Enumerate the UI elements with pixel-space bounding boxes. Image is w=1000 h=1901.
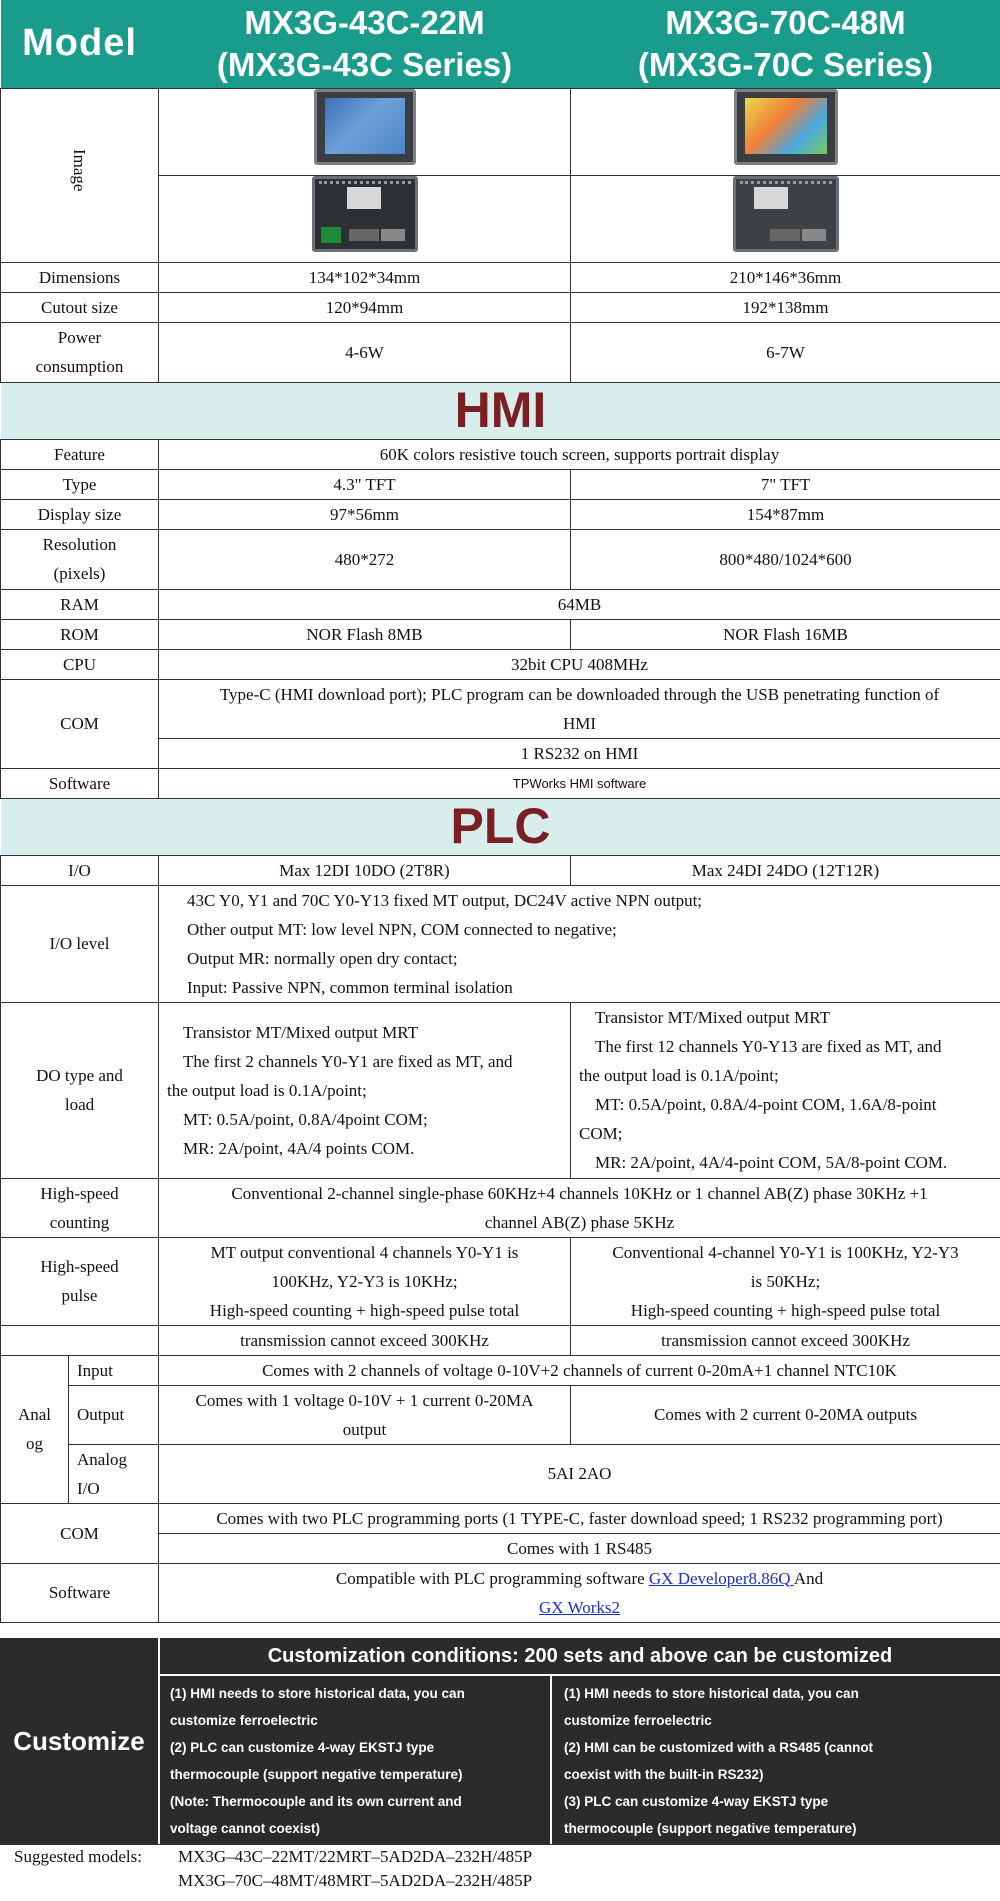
customize-title: Customization conditions: 200 sets and above can be customized bbox=[160, 1638, 1000, 1676]
dimensions-value-2: 210*146*36mm bbox=[571, 262, 1000, 292]
customize-label: Customize bbox=[0, 1638, 160, 1844]
plc-io-value-1: Max 12DI 10DO (2T8R) bbox=[159, 855, 571, 885]
plc-com-label: COM bbox=[1, 1503, 159, 1563]
do-type-line: Transistor MT/Mixed output MRT bbox=[167, 1018, 562, 1047]
power-label-line1: Power bbox=[9, 323, 150, 352]
io-level-line: Input: Passive NPN, common terminal isolation bbox=[187, 973, 992, 1002]
hs-pulse-line: High-speed counting + high-speed pulse total bbox=[167, 1296, 562, 1325]
hmi-resolution-label-line1: Resolution bbox=[9, 530, 150, 559]
power-value-1: 4-6W bbox=[159, 322, 571, 382]
hs-pulse-line: is 50KHz; bbox=[579, 1267, 992, 1296]
plc-analog-output-label: Output bbox=[69, 1385, 159, 1444]
plc-hs-pulse-value-1 bbox=[159, 1237, 571, 1325]
hmi-display-size-value-1: 97*56mm bbox=[159, 499, 571, 529]
plc-analog-io-label-line2: I/O bbox=[77, 1474, 150, 1503]
customize-line: voltage cannot coexist) bbox=[170, 1815, 542, 1842]
plc-hs-pulse-label-line2: pulse bbox=[9, 1281, 150, 1310]
plc-io-value-2: Max 24DI 24DO (12T12R) bbox=[571, 855, 1000, 885]
gx-developer-link[interactable]: GX Developer8.86Q bbox=[649, 1569, 794, 1588]
plc-analog-io-label bbox=[69, 1444, 159, 1503]
hmi-display-size-value-2: 154*87mm bbox=[571, 499, 1000, 529]
suggested-models bbox=[0, 1844, 1000, 1901]
model-col1-name: MX3G-43C-22M bbox=[167, 2, 563, 44]
plc-io-level-label: I/O level bbox=[1, 885, 159, 1002]
model-col2-heading bbox=[571, 0, 1000, 88]
dimensions-value-1: 134*102*34mm bbox=[159, 262, 571, 292]
customize-section bbox=[0, 1638, 1000, 1844]
hs-pulse-line: MT output conventional 4 channels Y0-Y1 is bbox=[167, 1238, 562, 1267]
hmi-ram-label: RAM bbox=[1, 589, 159, 619]
do-type-line: MR: 2A/point, 4A/4-point COM, 5A/8-point COM. bbox=[579, 1148, 992, 1177]
image-label-cell bbox=[1, 88, 159, 262]
do-type-line: COM; bbox=[579, 1119, 992, 1148]
cutout-label: Cutout size bbox=[1, 292, 159, 322]
plc-io-level-value bbox=[159, 885, 1000, 1002]
hmi-com-label: COM bbox=[1, 679, 159, 768]
do-type-line: The first 12 channels Y0-Y13 are fixed as MT, and bbox=[579, 1032, 992, 1061]
customize-line: customize ferroelectric bbox=[170, 1707, 542, 1734]
model-col2-series: (MX3G-70C Series) bbox=[579, 44, 993, 86]
plc-hs-pulse-label-line1: High-speed bbox=[9, 1252, 150, 1281]
device1-back-cell bbox=[159, 175, 571, 262]
power-value-2: 6-7W bbox=[571, 322, 1000, 382]
model-col1-series: (MX3G-43C Series) bbox=[167, 44, 563, 86]
plc-analog-io-label-line1: Analog bbox=[77, 1445, 150, 1474]
hmi-type-label: Type bbox=[1, 469, 159, 499]
hmi-software-label: Software bbox=[1, 768, 159, 798]
customize-line: thermocouple (support negative temperature) bbox=[564, 1815, 992, 1842]
plc-hs-pulse-label bbox=[1, 1237, 159, 1325]
plc-analog-input-value: Comes with 2 channels of voltage 0-10V+2 channels of current 0-20mA+1 channel NTC10K bbox=[159, 1355, 1000, 1385]
plc-analog-output-value-1 bbox=[159, 1385, 571, 1444]
power-label bbox=[1, 322, 159, 382]
hmi-resolution-label bbox=[1, 529, 159, 589]
header-row bbox=[1, 0, 1000, 88]
customize-line: (2) PLC can customize 4-way EKSTJ type bbox=[170, 1734, 542, 1761]
suggested-model-1: MX3G–43C–22MT/22MRT–5AD2DA–232H/485P bbox=[178, 1847, 532, 1867]
cutout-value-2: 192*138mm bbox=[571, 292, 1000, 322]
plc-analog-output-value-2: Comes with 2 current 0-20MA outputs bbox=[571, 1385, 1000, 1444]
hmi-com-value bbox=[159, 679, 1000, 738]
plc-section-row bbox=[1, 798, 1000, 855]
hs-pulse-line: High-speed counting + high-speed pulse total bbox=[579, 1296, 992, 1325]
plc-analog-label-line1: Anal bbox=[9, 1400, 60, 1429]
plc-software-text: Compatible with PLC programming software bbox=[336, 1569, 649, 1588]
do-type-line: the output load is 0.1A/point; bbox=[167, 1076, 562, 1105]
dimensions-row bbox=[1, 262, 1000, 292]
power-label-line2: consumption bbox=[9, 352, 150, 381]
hs-counting-line2: channel AB(Z) phase 5KHz bbox=[167, 1208, 992, 1237]
hmi-feature-label: Feature bbox=[1, 439, 159, 469]
hmi-rom-label: ROM bbox=[1, 619, 159, 649]
plc-hs-counting-value bbox=[159, 1178, 1000, 1237]
plc-io-label: I/O bbox=[1, 855, 159, 885]
model-col1-heading bbox=[159, 0, 571, 88]
customize-line: coexist with the built-in RS232) bbox=[564, 1761, 992, 1788]
customize-line: (2) HMI can be customized with a RS485 (cannot bbox=[564, 1734, 992, 1761]
model-col2-name: MX3G-70C-48M bbox=[579, 2, 993, 44]
model-label: Model bbox=[1, 0, 159, 88]
plc-section-title: PLC bbox=[1, 798, 1000, 855]
customize-line: thermocouple (support negative temperature) bbox=[170, 1761, 542, 1788]
device2-back-image bbox=[733, 176, 839, 252]
hmi-software-value: TPWorks HMI software bbox=[159, 768, 1000, 798]
customize-line: (1) HMI needs to store historical data, you can bbox=[170, 1680, 542, 1707]
customize-line: customize ferroelectric bbox=[564, 1707, 992, 1734]
plc-hs-pulse-value-2 bbox=[571, 1237, 1000, 1325]
plc-do-type-label-line2: load bbox=[9, 1090, 150, 1119]
hmi-cpu-value: 32bit CPU 408MHz bbox=[159, 649, 1000, 679]
do-type-line: MR: 2A/point, 4A/4 points COM. bbox=[167, 1134, 562, 1163]
hmi-section-row bbox=[1, 382, 1000, 439]
hs-pulse-line: Conventional 4-channel Y0-Y1 is 100KHz, Y2-Y3 bbox=[579, 1238, 992, 1267]
do-type-line: The first 2 channels Y0-Y1 are fixed as MT, and bbox=[167, 1047, 562, 1076]
plc-do-type-value-2 bbox=[571, 1002, 1000, 1178]
plc-hs-pulse-label-blank bbox=[1, 1325, 159, 1355]
plc-analog-label bbox=[1, 1355, 69, 1503]
plc-analog-input-label: Input bbox=[69, 1355, 159, 1385]
suggested-model-2: MX3G–70C–48MT/48MRT–5AD2DA–232H/485P bbox=[178, 1871, 532, 1891]
io-level-line: Output MR: normally open dry contact; bbox=[187, 944, 992, 973]
io-level-line: Other output MT: low level NPN, COM connected to negative; bbox=[187, 915, 992, 944]
customize-col1 bbox=[160, 1676, 552, 1844]
hs-counting-line1: Conventional 2-channel single-phase 60KHz+4 channels 10KHz or 1 channel AB(Z) phase 30KHz +1 bbox=[167, 1179, 992, 1208]
hmi-type-value-2: 7" TFT bbox=[571, 469, 1000, 499]
plc-com-line1: Comes with two PLC programming ports (1 TYPE-C, faster download speed; 1 RS232 programming port) bbox=[159, 1503, 1000, 1533]
customize-line: (1) HMI needs to store historical data, you can bbox=[564, 1680, 992, 1707]
device1-back-image bbox=[312, 176, 418, 252]
plc-analog-label-line2: og bbox=[9, 1429, 60, 1458]
plc-hs-pulse-tail-2: transmission cannot exceed 300KHz bbox=[571, 1325, 1000, 1355]
plc-hs-counting-label-line2: counting bbox=[9, 1208, 150, 1237]
hmi-display-size-label: Display size bbox=[1, 499, 159, 529]
dimensions-label: Dimensions bbox=[1, 262, 159, 292]
hmi-com-line1: Type-C (HMI download port); PLC program can be downloaded through the USB penetrating function of bbox=[167, 680, 992, 709]
customize-col2 bbox=[554, 1676, 1000, 1844]
hmi-ram-value: 64MB bbox=[159, 589, 1000, 619]
hmi-section-title: HMI bbox=[1, 382, 1000, 439]
power-row bbox=[1, 322, 1000, 382]
analog-output-line1: Comes with 1 voltage 0-10V + 1 current 0-20MA bbox=[167, 1386, 562, 1415]
device2-front-image bbox=[734, 89, 838, 165]
hmi-com-rs232: 1 RS232 on HMI bbox=[159, 738, 1000, 768]
device1-front-cell bbox=[159, 88, 571, 175]
plc-hs-counting-label bbox=[1, 1178, 159, 1237]
plc-do-type-label bbox=[1, 1002, 159, 1178]
image-label: Image bbox=[65, 149, 94, 191]
cutout-row bbox=[1, 292, 1000, 322]
hs-pulse-line: 100KHz, Y2-Y3 is 10KHz; bbox=[167, 1267, 562, 1296]
hmi-resolution-value-1: 480*272 bbox=[159, 529, 571, 589]
hmi-rom-value-1: NOR Flash 8MB bbox=[159, 619, 571, 649]
hmi-resolution-label-line2: (pixels) bbox=[9, 559, 150, 588]
do-type-line: the output load is 0.1A/point; bbox=[579, 1061, 992, 1090]
plc-software-and: And bbox=[794, 1569, 823, 1588]
analog-output-line2: output bbox=[167, 1415, 562, 1444]
plc-software-label: Software bbox=[1, 1563, 159, 1622]
hmi-feature-value: 60K colors resistive touch screen, supports portrait display bbox=[159, 439, 1000, 469]
plc-analog-io-value: 5AI 2AO bbox=[159, 1444, 1000, 1503]
customize-line: (Note: Thermocouple and its own current and bbox=[170, 1788, 542, 1815]
do-type-line: MT: 0.5A/point, 0.8A/4-point COM, 1.6A/8-point bbox=[579, 1090, 992, 1119]
hmi-rom-value-2: NOR Flash 16MB bbox=[571, 619, 1000, 649]
plc-do-type-value-1 bbox=[159, 1002, 571, 1178]
do-type-line: MT: 0.5A/point, 0.8A/4point COM; bbox=[167, 1105, 562, 1134]
suggested-models-label: Suggested models: bbox=[14, 1847, 142, 1867]
plc-hs-pulse-tail-1: transmission cannot exceed 300KHz bbox=[159, 1325, 571, 1355]
hmi-com-line2: HMI bbox=[167, 709, 992, 738]
device2-front-cell bbox=[571, 88, 1000, 175]
device2-back-cell bbox=[571, 175, 1000, 262]
customize-line: (3) PLC can customize 4-way EKSTJ type bbox=[564, 1788, 992, 1815]
hmi-cpu-label: CPU bbox=[1, 649, 159, 679]
plc-com-line2: Comes with 1 RS485 bbox=[159, 1533, 1000, 1563]
gx-works2-link[interactable]: GX Works2 bbox=[539, 1598, 620, 1617]
io-level-line: 43C Y0, Y1 and 70C Y0-Y13 fixed MT output, DC24V active NPN output; bbox=[187, 886, 992, 915]
hmi-type-value-1: 4.3" TFT bbox=[159, 469, 571, 499]
plc-software-value bbox=[159, 1563, 1000, 1622]
plc-do-type-label-line1: DO type and bbox=[9, 1061, 150, 1090]
device1-front-image bbox=[314, 89, 416, 165]
cutout-value-1: 120*94mm bbox=[159, 292, 571, 322]
do-type-line: Transistor MT/Mixed output MRT bbox=[579, 1003, 992, 1032]
hmi-resolution-value-2: 800*480/1024*600 bbox=[571, 529, 1000, 589]
plc-hs-counting-label-line1: High-speed bbox=[9, 1179, 150, 1208]
